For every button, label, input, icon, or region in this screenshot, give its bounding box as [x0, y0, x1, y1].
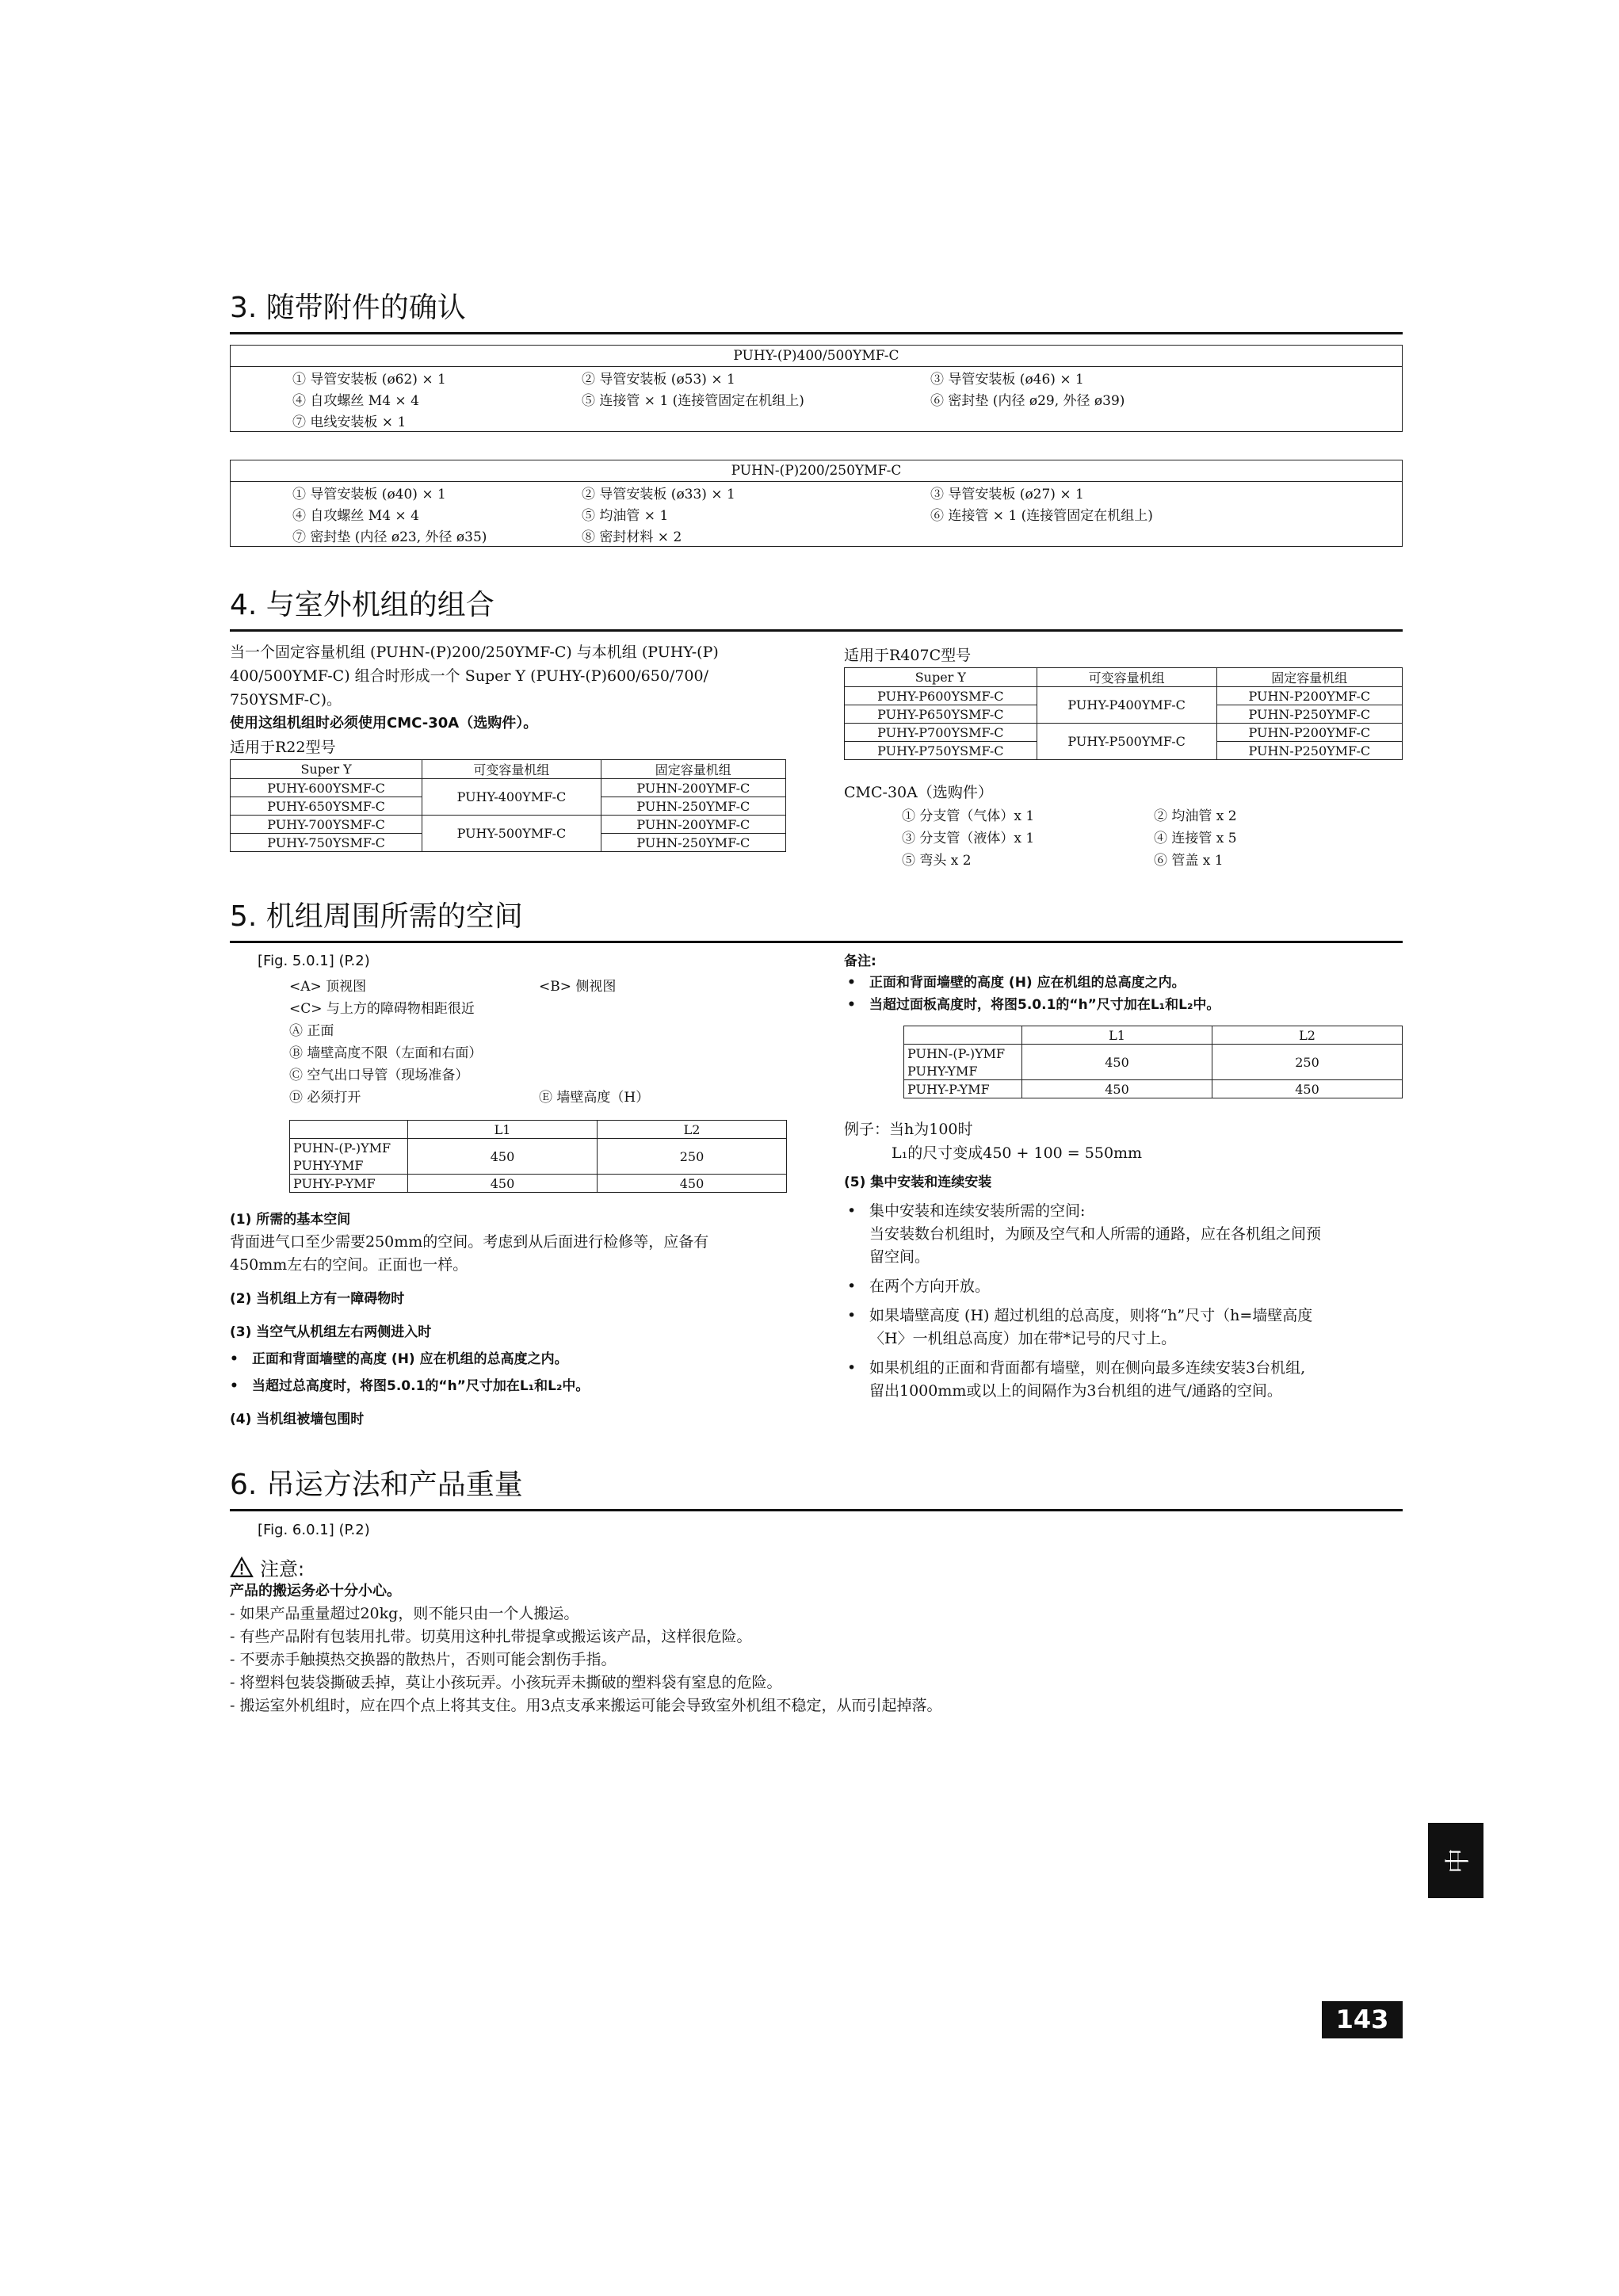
table-cell: PUHY-600YSMF-C — [231, 779, 422, 797]
page-number: 143 — [1322, 2001, 1403, 2038]
fig-ref-6: [Fig. 6.0.1] (P.2) — [258, 1522, 370, 1538]
list-item: ① 导管安装板 (ø62) × 1 — [292, 372, 446, 388]
list-item: ① 导管安装板 (ø40) × 1 — [292, 487, 446, 502]
accessory-table-2 — [230, 460, 1403, 547]
list-item: • 如果机组的正面和背面都有墙壁，则在侧向最多连续安装3台机组, 留出1000mm或以上的间隔作为3台机组的进气/通路的空间。 — [869, 1357, 1403, 1403]
section-3-title: 3. 随带附件的确认 — [230, 285, 1403, 334]
table-cell: PUHN-P200YMF-C — [1216, 687, 1402, 705]
right-notes: 备注: • 正面和背面墙壁的高度 (H) 应在机组的总高度之内。 • 当超过面板高度时，将图5.0.1的“h”尺寸加在L₁和L₂中。 — [844, 951, 1403, 1016]
right-clearance-table: L1 L2 PUHN-(P-)YMF 450 250 PUHY-YMF PUHY-P-YMF 450 450 — [903, 1026, 1403, 1098]
list-item: ② 导管安装板 (ø53) × 1 — [582, 372, 735, 388]
list-item: ⑥ 管盖 x 1 — [1154, 853, 1224, 869]
table-cell: PUHN-200YMF-C — [601, 816, 785, 834]
cmc-note: 使用这组机组时必须使用CMC-30A（选购件）。 — [230, 715, 538, 732]
example: 例子：当h为100时 L₁的尺寸变成450 + 100 = 550mm — [844, 1121, 1143, 1162]
table-cell: PUHN-250YMF-C — [601, 834, 785, 852]
table-cell: PUHN-P250YMF-C — [1216, 742, 1402, 760]
table-cell: PUHY-650YSMF-C — [231, 797, 422, 816]
r22-label: 适用于R22型号 — [230, 739, 336, 756]
list-item: ⑥ 密封垫 (内径 ø29, 外径 ø39) — [930, 393, 1125, 409]
list-item: ③ 分支管（液体）x 1 — [902, 831, 1035, 846]
table-cell: PUHN-P200YMF-C — [1216, 724, 1402, 742]
table-cell: PUHY-P700YSMF-C — [845, 724, 1037, 742]
section-4-title: 4. 与室外机组的组合 — [230, 583, 1403, 632]
list-item: - 有些产品附有包装用扎带。切莫用这种扎带提拿或搬运该产品，这样很危险。 — [230, 1628, 752, 1645]
r407-table: Super Y 可变容量机组 固定容量机组 PUHY-P600YSMF-C PUHY-P400YMF-C PUHN-P200YMF-C PUHY-P650YSMF-C PUHN-P250YMF-C PUHY-P700YSMF-C PUHY-P500YMF-C PUHN-P200YMF-C PUHY-P750YSMF-C PUHN-P250YMF-C — [844, 667, 1403, 760]
table-header: PUHN-(P)200/250YMF-C — [231, 460, 1403, 482]
list-item: ⑥ 连接管 × 1 (连接管固定在机组上) — [930, 508, 1153, 524]
table-cell: PUHY-750YSMF-C — [231, 834, 422, 852]
table-cell: PUHY-P650YSMF-C — [845, 705, 1037, 724]
language-tab: 中 — [1428, 1823, 1483, 1898]
caution-label: 注意: — [260, 1557, 305, 1580]
table-cell: PUHY-400YMF-C — [422, 779, 601, 816]
section-5-5: (5) 集中安装和连续安装 • 集中安装和连续安装所需的空间: 当安装数台机组时，为顾及空气和人所需的通路，应在各机组之间预 留空间。 • 在两个方向开放。 • 如果墙壁高度 (H) 超过机组的总高度，则将“h”尺寸（h=墙壁高度 〈H〉一机组总高度）加在带*记号的尺寸上。 • 如果机组的正面和背面都有墙壁，则在侧向最多连续安装3台机组, 留出1000mm或以上的间隔作为3台机组的进气/通路的空间。 — [844, 1171, 1403, 1403]
table-cell: PUHY-700YSMF-C — [231, 816, 422, 834]
table-cell: PUHY-500YMF-C — [422, 816, 601, 852]
figure-legend: <A> 顶视图 <B> 侧视图 <C> 与上方的障碍物相距很近 Ⓐ 正面 Ⓑ 墙壁高度不限（左面和右面） Ⓒ 空气出口导管（现场准备） Ⓓ 必须打开 Ⓔ 墙壁高度（H） — [289, 979, 650, 1106]
list-item: - 不要赤手触摸热交换器的散热片，否则可能会割伤手指。 — [230, 1651, 617, 1668]
list-item: ① 分支管（气体）x 1 — [902, 808, 1035, 824]
list-item: ⑤ 弯头 x 2 — [902, 853, 972, 869]
table-cell: PUHY-P500YMF-C — [1037, 724, 1216, 760]
table-cell: PUHN-200YMF-C — [601, 779, 785, 797]
table-cell: PUHN-250YMF-C — [601, 797, 785, 816]
list-item: ⑦ 密封垫 (内径 ø23, 外径 ø35) — [292, 529, 487, 545]
table-header: PUHY-(P)400/500YMF-C — [231, 346, 1403, 367]
section-6-title: 6. 吊运方法和产品重量 — [230, 1462, 1403, 1511]
list-item: ③ 导管安装板 (ø46) × 1 — [930, 372, 1084, 388]
list-item: - 搬运室外机组时，应在四个点上将其支住。用3点支承来搬运可能会导致室外机组不稳定，从而引起掉落。 — [230, 1697, 942, 1714]
left-notes: (1) 所需的基本空间 背面进气口至少需要250mm的空间。考虑到从后面进行检修等，应备有 450mm左右的空间。正面也一样。 (2) 当机组上方有一障碍物时 (3) 当空气从机组左右两侧进入时 • 正面和背面墙壁的高度 (H) 应在机组的总高度之内。 • 当超过总高度时，将图5.0.1的“h”尺寸加在L₁和L₂中。 (4) 当机组被墙包围时 — [230, 1209, 800, 1431]
list-item: ④ 自攻螺丝 M4 × 4 — [292, 393, 419, 409]
list-item: ④ 自攻螺丝 M4 × 4 — [292, 508, 419, 524]
r407-label: 适用于R407C型号 — [844, 647, 972, 664]
table-cell: PUHY-P400YMF-C — [1037, 687, 1216, 724]
list-item: ⑤ 均油管 × 1 — [582, 508, 669, 524]
list-item: - 如果产品重量超过20kg，则不能只由一个人搬运。 — [230, 1605, 579, 1622]
left-clearance-table: L1 L2 PUHN-(P-)YMF 450 250 PUHY-YMF PUHY-P-YMF 450 450 — [289, 1120, 787, 1193]
list-item: • 集中安装和连续安装所需的空间: 当安装数台机组时，为顾及空气和人所需的通路，应在各机组之间预 留空间。 — [869, 1200, 1403, 1269]
warning-icon — [230, 1557, 254, 1578]
list-item: ② 导管安装板 (ø33) × 1 — [582, 487, 735, 502]
table-cell: PUHY-P750YSMF-C — [845, 742, 1037, 760]
list-item: ⑤ 连接管 × 1 (连接管固定在机组上) — [582, 393, 804, 409]
list-item: ⑦ 电线安装板 × 1 — [292, 415, 407, 430]
table-cell: PUHN-P250YMF-C — [1216, 705, 1402, 724]
list-item: - 将塑料包装袋撕破丢掉，莫让小孩玩弄。小孩玩弄未撕破的塑料袋有窒息的危险。 — [230, 1674, 782, 1691]
fig-ref-5: [Fig. 5.0.1] (P.2) — [258, 953, 370, 969]
list-item: • 在两个方向开放。 — [869, 1275, 1403, 1298]
combo-paragraph: 当一个固定容量机组 (PUHN-(P)200/250YMF-C) 与本机组 (PUHY-(P) 400/500YMF-C) 组合时形成一个 Super Y (PUHY-(P)600/650/700/ 750YSMF-C)。 使用这组机组时必须使用CMC-30A（选购件）。 适用于R22型号 — [230, 640, 800, 759]
r22-table: Super Y 可变容量机组 固定容量机组 PUHY-600YSMF-C PUHY-400YMF-C PUHN-200YMF-C PUHY-650YSMF-C PUHN-250YMF-C PUHY-700YSMF-C PUHY-500YMF-C PUHN-200YMF-C PUHY-750YSMF-C PUHN-250YMF-C — [230, 759, 786, 852]
list-item: ⑧ 密封材料 × 2 — [582, 529, 682, 545]
list-item: ③ 导管安装板 (ø27) × 1 — [930, 487, 1084, 502]
caution-block: 注意: 产品的搬运务必十分小心。 - 如果产品重量超过20kg，则不能只由一个人搬运。 - 有些产品附有包装用扎带。切莫用这种扎带提拿或搬运该产品，这样很危险。 - 不要赤手触摸热交换器的散热片，否则可能会割伤手指。 - 将塑料包装袋撕破丢掉，莫让小孩玩弄。小孩玩弄未撕破的塑料袋有窒息的危险。 - 搬运室外机组时，应在四个点上将其支住。用3点支承来搬运可能会导致室外机组不稳定，从而引起掉落。 — [230, 1553, 1403, 1717]
cmc-list — [902, 805, 1237, 872]
cmc-label: CMC-30A（选购件） — [844, 784, 993, 801]
section-5-title: 5. 机组周围所需的空间 — [230, 894, 1403, 943]
list-item: • 如果墙壁高度 (H) 超过机组的总高度，则将“h”尺寸（h=墙壁高度 〈H〉一机组总高度）加在带*记号的尺寸上。 — [869, 1305, 1403, 1350]
list-item: ④ 连接管 x 5 — [1154, 831, 1237, 846]
accessory-table-1 — [230, 345, 1403, 432]
list-item: ② 均油管 x 2 — [1154, 808, 1237, 824]
table-cell: PUHY-P600YSMF-C — [845, 687, 1037, 705]
